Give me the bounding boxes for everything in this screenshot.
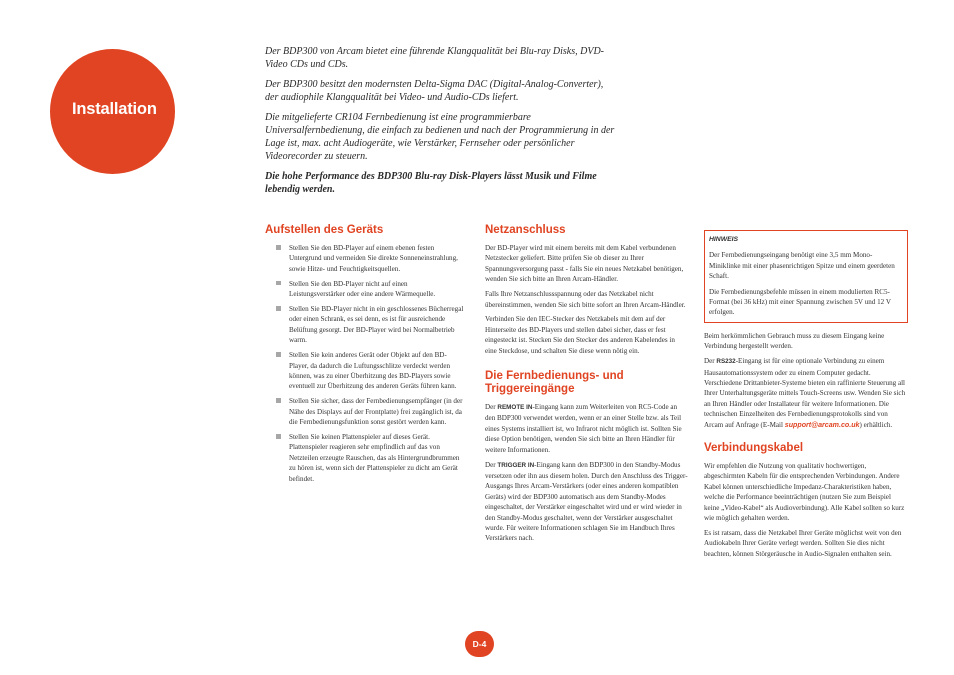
bullet-square-icon xyxy=(276,398,281,403)
bullet-square-icon xyxy=(276,306,281,311)
list-item-text: Stellen Sie keinen Plattenspieler auf dieses Gerät. Plattenspieler reagieren sehr empfindlich auf das von Netzteilen erzeugte Rauschen, das als Hintergrundbrummen zu hören ist, wenn sich der Plattenspieler zu dicht am Gerät befindet. xyxy=(289,433,460,483)
note-title: HINWEIS xyxy=(709,236,739,243)
list-item-text: Stellen Sie sicher, dass der Fernbedienungsempfänger (in der Nähe des Displays auf der Frontplatte) frei zugänglich ist, da die Fernbedienungsfunktion sonst gestört werden kann. xyxy=(289,397,463,427)
trigger-in-label: TRIGGER IN xyxy=(497,461,535,469)
paragraph-rs232 xyxy=(704,356,908,430)
text: -Eingang kann den BDP300 in den Standby-Modus versetzen oder ihn aus diesem holen. Durch den Anschluss des Trigger-Ausgangs Ihres Arcam-Verstärkers (oder eines anderen kompatiblen Geräts) wird der BDP300 automatisch aus dem Standby-Modes eingeschaltet, der Verstärker eingeschaltet wird und er wird wieder in den Standby-Modus geschaltet, wenn der Verstärker ausgeschaltet wurde. Für weitere Informationen schlagen Sie im Handbuch Ihres Verstärkers nach. xyxy=(485,460,688,543)
paragraph-trigger-in xyxy=(485,460,688,544)
column-netz xyxy=(485,224,688,548)
paragraph: Verbinden Sie den IEC-Stecker des Netzkabels mit dem auf der Hinterseite des BD-Players und stellen dabei sicher, dass er fest eingesteckt ist. Stecken Sie den Stecker des anderen Kabelendes in eine Steckdose, und schalten Sie diese wenn nötig ein. xyxy=(485,315,675,355)
list-item-text: Stellen Sie den BD-Player nicht auf einen Leistungsverstärker oder eine andere Wärmequelle. xyxy=(289,279,436,299)
list-item xyxy=(265,279,465,300)
text: Der xyxy=(704,357,717,366)
intro-text xyxy=(265,45,615,203)
list-item xyxy=(265,350,465,392)
text: -Eingang kann zum Weiterleiten von RC5-Code an den BDP300 verwendet werden, wenn er an einer Stelle bzw. als Teil eines Systems installiert ist, wo Infrarot nicht möglich ist. Sollten Sie diese Option benötigen, wenden Sie sich bitte an Ihren Händler für weitere Informationen. xyxy=(485,403,682,454)
heading-netzanschluss: Netzanschluss xyxy=(485,224,566,236)
text: ) erhältlich. xyxy=(859,420,893,429)
column-hinweis xyxy=(704,224,908,564)
rs232-label: RS232 xyxy=(716,358,736,366)
page-number: D-4 xyxy=(465,631,494,657)
text: Der xyxy=(485,460,498,469)
list-item xyxy=(265,304,465,346)
text: -Eingang ist für eine optionale Verbindung zu einem Hausautomationssystem oder zu einem Computer gedacht. Verschiedene Drittanbieter-Systeme bieten ein raffinierte Steuerung all Ihrer Unterhaltungsgeräte mittels Touch-Screens usw. Wenden Sie sich an Ihren Händler oder Installateur für weitere Informationen. Die technischen Einzelheiten des Fernbedienungsprotokolls sind von Arcam auf Anfrage (E-Mail xyxy=(704,357,906,429)
bullet-square-icon xyxy=(276,245,281,250)
bullet-square-icon xyxy=(276,434,281,439)
paragraph: Wir empfehlen die Nutzung von qualitativ hochwertigen, abgeschirmten Kabeln für die entsprechenden Verbindungen. Andere Kabel können unterschiedliche Impedanz-Charakteristiken haben, welche die Performance beeinträchtigen (nutzen Sie zum Beispiel keine „Video-Kabel“ als Audioverbindung). Alle Kabel sollten so kurz wie möglich gehalten werden. xyxy=(704,462,905,523)
heading-aufstellen: Aufstellen des Geräts xyxy=(265,224,384,236)
list-item-text: Stellen Sie kein anderes Gerät oder Objekt auf den BD-Player, da dadurch die Luftungsschlitze verdeckt werden können, was zu einer Überhitzung des BD-Players sowie eventuell zur Überhitzung des anderen Geräts führen kann. xyxy=(289,351,457,391)
paragraph: Der BD-Player wird mit einem bereits mit dem Kabel verbundenen Netzstecker geliefert. Bitte prüfen Sie ob dieser zu Ihrer Spannungsversorgung passt - falls Sie ein neues Netzkabel benötigen, wenden Sie sich bitte an Ihren Arcam-Händler. xyxy=(485,244,684,284)
remote-in-label: REMOTE IN xyxy=(497,404,533,412)
section-title: Installation xyxy=(72,100,157,118)
bullet-square-icon xyxy=(276,281,281,286)
list-item xyxy=(265,396,465,427)
heading-fernbedienung: Die Fernbedienungs- und Triggereingänge xyxy=(485,370,624,396)
text: Der xyxy=(485,403,498,412)
list-item xyxy=(265,243,465,274)
note-box xyxy=(704,230,908,323)
intro-paragraph: Die mitgelieferte CR104 Fernbedienung ist eine programmierbare Universalfernbedienung, die einfach zu bedienen und nach der Programmierung in der Lage ist, max. acht Audiogeräte, wie Verstärker, Fernseher oder persönlicher Videorecorder zu steuern. xyxy=(265,111,615,163)
column-aufstellen xyxy=(265,224,465,489)
aufstellen-list xyxy=(265,243,465,484)
intro-paragraph: Der BDP300 besitzt den modernsten Delta-Sigma DAC (Digital-Analog-Converter), der audiophile Klangqualität bei Video- und Audio-CDs liefert. xyxy=(265,78,604,104)
note-paragraph: Die Fernbedienungsbefehle müssen in einem modulierten RC5-Format (bei 36 kHz) mit einer Spannung zwischen 5V und 12 V erfolgen. xyxy=(709,287,891,317)
paragraph: Falls Ihre Netzanschlussspannung oder das Netzkabel nicht übereinstimmen, wenden Sie sich bitte sofort an Ihren Arcam-Händler. xyxy=(485,290,686,309)
intro-paragraph: Der BDP300 von Arcam bietet eine führende Klangqualität bei Blu-ray Disks, DVD-Video CDs und CDs. xyxy=(265,46,605,71)
list-item xyxy=(265,432,465,484)
heading-verbindungskabel: Verbindungskabel xyxy=(704,442,804,454)
bullet-square-icon xyxy=(276,352,281,357)
list-item-text: Stellen Sie BD-Player nicht in ein geschlossenes Bücherregal oder einen Schrank, es sei denn, es ist für ausreichende Belüftung gesorgt. Der BD-Player wird bei Normalbetrieb warm. xyxy=(289,305,464,345)
intro-closing: Die hohe Performance des BDP300 Blu-ray Disk-Players lässt Musik und Filme lebendig werden. xyxy=(265,171,597,196)
paragraph: Beim herkömmlichen Gebrauch muss zu diesem Eingang keine Verbindung hergestellt werden. xyxy=(704,331,885,351)
paragraph-remote-in xyxy=(485,402,688,455)
list-item-text: Stellen Sie den BD-Player auf einem ebenen festen Untergrund und vermeiden Sie direkte Sonneneinstrahlung, sowie Hitze- und Feuchtigkeitsquellen. xyxy=(289,244,458,273)
paragraph: Es ist ratsam, dass die Netzkabel Ihrer Geräte möglichst weit von den Audiokabeln Ihrer Geräte verlegt werden. Sollten Sie dies nicht beachten, können Störgeräusche in Audio-Signalen enthalten sein. xyxy=(704,528,902,558)
support-email-link[interactable]: support@arcam.co.uk xyxy=(784,420,860,429)
note-paragraph: Der Fernbedienungseingang benötigt eine 3,5 mm Mono-Miniklinke mit einer phasenrichtigen Spitze und einem geerdeten Schaft. xyxy=(709,251,895,281)
